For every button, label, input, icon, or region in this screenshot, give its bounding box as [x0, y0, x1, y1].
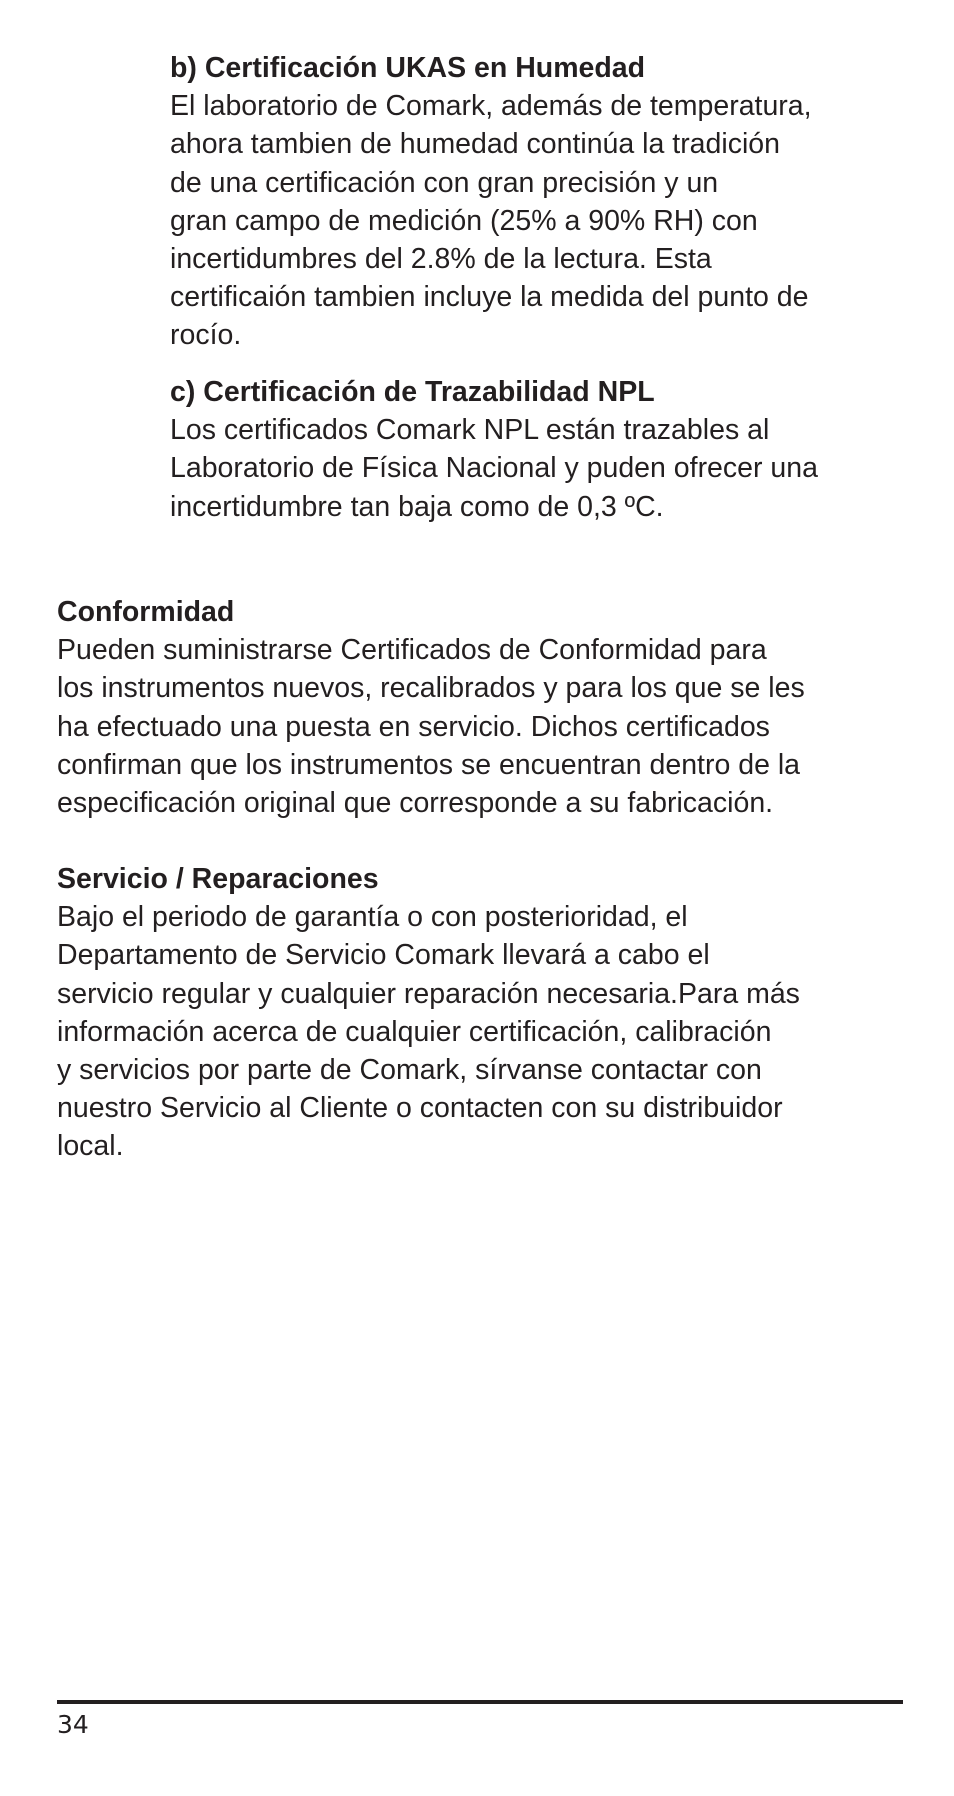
- body-line: ahora tambien de humedad continúa la tradición: [170, 128, 780, 161]
- body-line: Bajo el periodo de garantía o con posterioridad, el: [57, 901, 688, 934]
- section-service-repairs: [57, 860, 917, 1166]
- body-line: información acerca de cualquier certificación, calibración: [57, 1015, 772, 1048]
- body-line: gran campo de medición (25% a 90% RH) con: [170, 204, 758, 237]
- section-heading: b) Certificación UKAS en Humedad: [170, 52, 646, 84]
- body-line: y servicios por parte de Comark, sírvanse contactar con: [57, 1054, 762, 1087]
- body-line: ha efectuado una puesta en servicio. Dichos certificados: [57, 710, 770, 743]
- footer-divider: [57, 1700, 903, 1704]
- body-line: confirman que los instrumentos se encuentran dentro de la: [57, 748, 801, 781]
- body-line: de una certificación con gran precisión y un: [170, 166, 719, 199]
- body-line: incertidumbre tan baja como de 0,3 ºC.: [170, 490, 664, 523]
- section-heading: c) Certificación de Trazabilidad NPL: [170, 376, 655, 408]
- body-line: local.: [57, 1130, 124, 1163]
- body-line: El laboratorio de Comark, además de temperatura,: [170, 90, 812, 123]
- page-number: 34: [57, 1710, 89, 1739]
- body-line: nuestro Servicio al Cliente o contacten con su distribuidor: [57, 1092, 783, 1125]
- body-line: los instrumentos nuevos, recalibrados y para los que se les: [57, 672, 805, 705]
- body-line: servicio regular y cualquier reparación necesaria.Para más: [57, 977, 800, 1010]
- body-line: rocío.: [170, 319, 242, 352]
- section-ukas-humidity: [170, 49, 910, 355]
- body-line: certificaión tambien incluye la medida del punto de: [170, 281, 809, 314]
- section-conformity: [57, 593, 917, 822]
- body-line: especificación original que corresponde a su fabricación.: [57, 787, 774, 820]
- section-npl-traceability: [170, 373, 910, 526]
- body-line: incertidumbres del 2.8% de la lectura. Esta: [170, 243, 712, 276]
- body-line: Departamento de Servicio Comark llevará a cabo el: [57, 939, 710, 972]
- body-line: Los certificados Comark NPL están trazables al: [170, 414, 770, 447]
- section-heading: Conformidad: [57, 596, 235, 628]
- body-line: Pueden suministrarse Certificados de Conformidad para: [57, 634, 767, 667]
- body-line: Laboratorio de Física Nacional y puden ofrecer una: [170, 452, 818, 485]
- section-heading: Servicio / Reparaciones: [57, 863, 379, 895]
